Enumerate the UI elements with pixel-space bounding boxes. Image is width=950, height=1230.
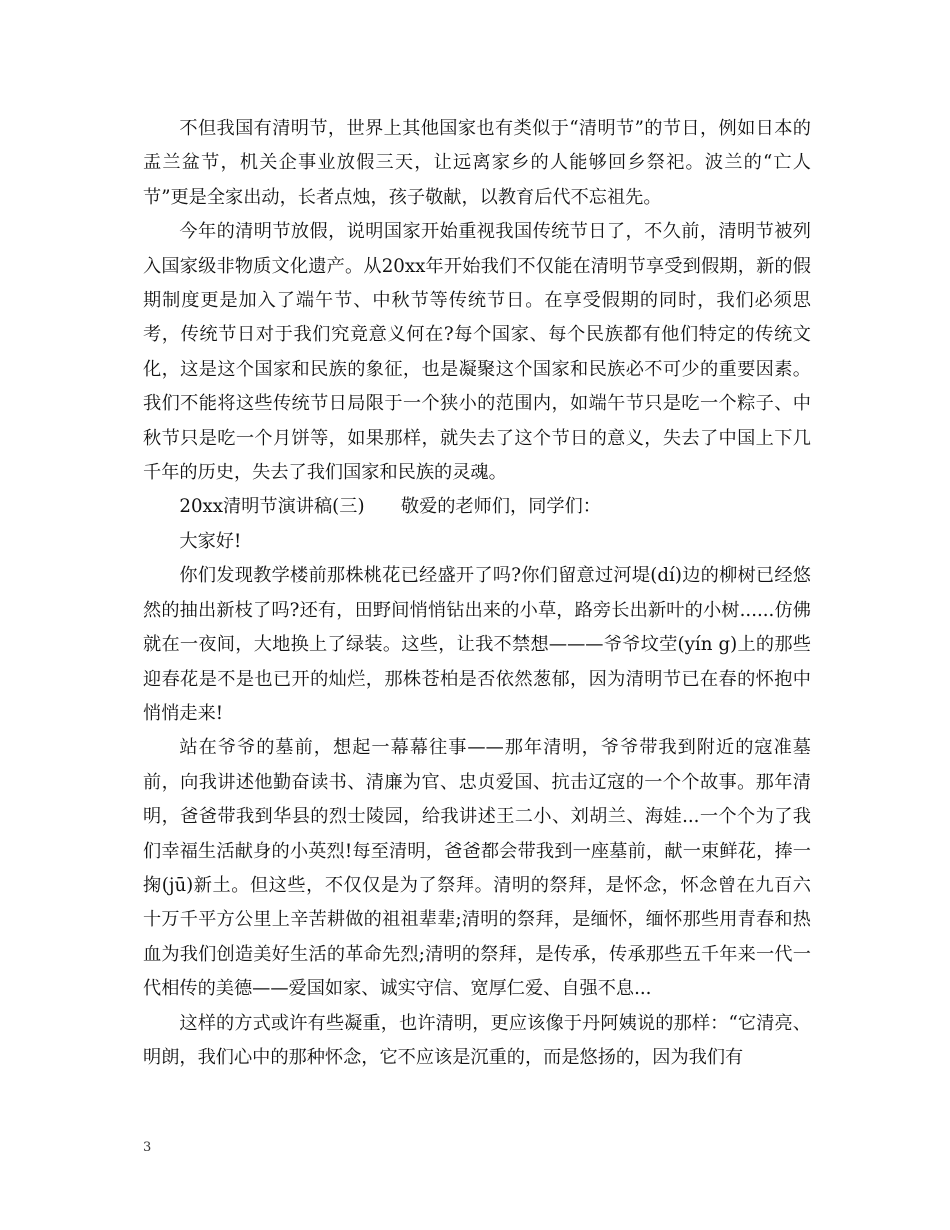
paragraph-spring-scene: 你们发现教学楼前那株桃花已经盛开了吗?你们留意过河堤(dí)边的柳树已经悠然的抽出新枝了吗?还有，田野间悄悄钻出来的小草，路旁长出新叶的小树......仿佛就在一夜间，大地换上了绿装。这些，让我不禁想———爷爷坟茔(yín g)上的那些迎春花是不是也已开的灿烂，那株苍柏是否依然葱郁，因为清明节已在春的怀抱中悄悄走来! [143,565,811,724]
paragraph-grave-memories: 站在爷爷的墓前，想起一幕幕往事——那年清明，爷爷带我到附近的寇准墓前，向我讲述他勤奋读书、清廉为官、忠贞爱国、抗击辽寇的一个个故事。那年清明，爸爸带我到华县的烈士陵园，给我讲述王二小、刘胡兰、海娃...一个个为了我们幸福生活献身的小英烈!每至清明，爸爸都会带我到一座墓前，献一束鲜花，捧一掬(jū)新土。但这些，不仅仅是为了祭拜。清明的祭拜，是怀念，怀念曾在九百六十万千平方公里上辛苦耕做的祖祖辈辈;清明的祭拜，是缅怀，缅怀那些用青春和热血为我们创造美好生活的革命先烈;清明的祭拜，是传承，传承那些五千年来一代一代相传的美德——爱国如家、诚实守信、宽厚仁爱、自强不息... [143,737,811,1000]
paragraph-greeting: 大家好! [179,530,242,552]
paragraph-foreign-festivals: 不但我国有清明节，世界上其他国家也有类似于“清明节”的节日，例如日本的盂兰盆节，机关企事业放假三天，让远离家乡的人能够回乡祭祀。波兰的“亡人节”更是全家出动，长者点烛，孩子敬献，以教育后代不忘祖先。 [143,118,811,208]
paragraph-speech-title: 20xx清明节演讲稿(三) 敬爱的老师们，同学们： [179,496,601,518]
document-body [143,112,811,1075]
paragraph-holiday-meaning: 今年的清明节放假，说明国家开始重视我国传统节日了，不久前，清明节被列入国家级非物质文化遗产。从20xx年开始我们不仅能在清明节享受到假期，新的假期制度更是加入了端午节、中秋节等传统节日。在享受假期的同时，我们必须思考，传统节日对于我们究竟意义何在?每个国家、每个民族都有他们特定的传统文化，这是这个国家和民族的象征，也是凝聚这个国家和民族必不可少的重要因素。我们不能将这些传统节日局限于一个狭小的范围内，如端午节只是吃一个粽子、中秋节只是吃一个月饼等，如果那样，就失去了这个节日的意义，失去了中国上下几千年的历史，失去了我们国家和民族的灵魂。 [143,221,811,484]
paragraph-yu-dan-quote: 这样的方式或许有些凝重，也许清明，更应该像于丹阿姨说的那样：“它清亮、明朗，我们心中的那种怀念，它不应该是沉重的，而是悠扬的，因为我们有 [143,1012,811,1068]
page-number: 3 [143,1140,152,1155]
